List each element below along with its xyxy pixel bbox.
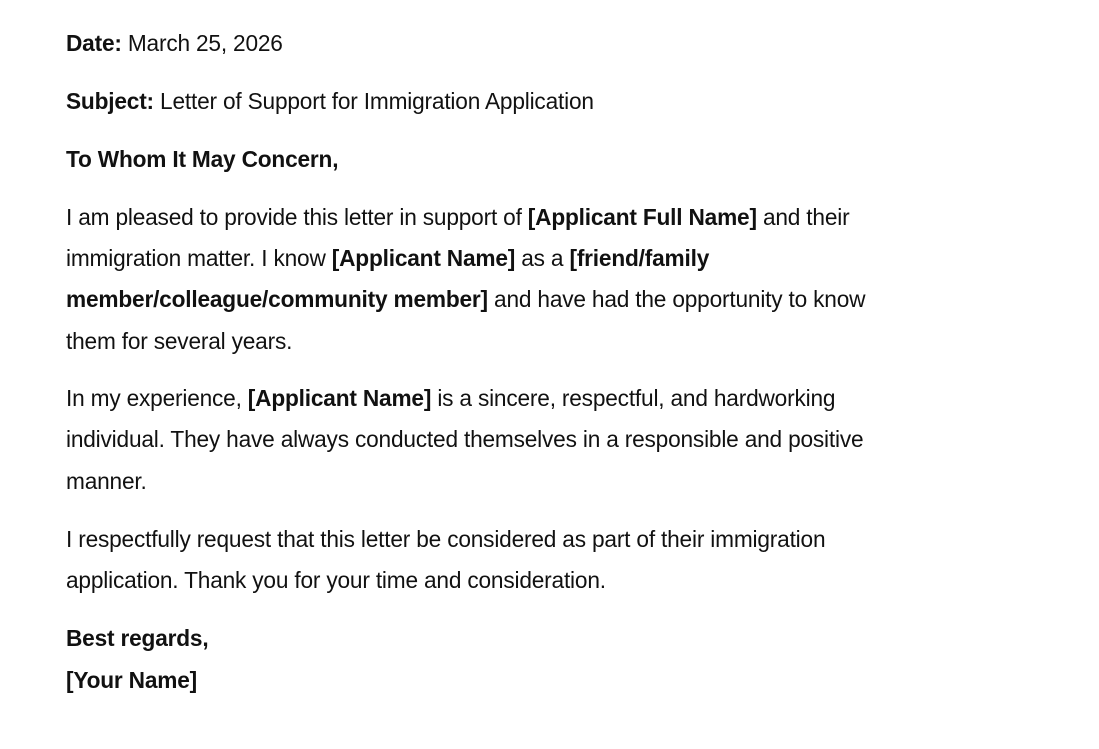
subject-line [66, 88, 594, 115]
text: immigration matter. I know [66, 245, 332, 271]
text: as a [515, 245, 570, 271]
text: individual. They have always conducted themselves in a responsible and positive [66, 426, 864, 452]
date-label: Date: [66, 30, 122, 56]
paragraph-3-line-1 [66, 526, 825, 553]
date-value: March 25, 2026 [121, 30, 283, 56]
date-line [66, 30, 283, 57]
subject-label: Subject: [66, 88, 154, 114]
paragraph-3-line-2 [66, 567, 606, 594]
placeholder-relationship: member/colleague/community member] [66, 286, 488, 312]
salutation [66, 146, 338, 173]
text: and have had the opportunity to know [487, 286, 866, 312]
paragraph-1-line-3 [66, 286, 865, 313]
placeholder-applicant-name: [Applicant Name] [331, 245, 516, 271]
placeholder-applicant-full-name: [Applicant Full Name] [527, 204, 757, 230]
salutation-text: To Whom It May Concern, [66, 146, 339, 172]
text: I respectfully request that this letter be considered as part of their immigration [66, 526, 826, 552]
text: and their [756, 204, 850, 230]
paragraph-2-line-3 [66, 468, 147, 495]
closing [66, 625, 208, 652]
signature [66, 667, 197, 694]
placeholder-applicant-name: [Applicant Name] [247, 385, 432, 411]
paragraph-2-line-1 [66, 385, 835, 412]
text: manner. [66, 468, 147, 494]
text: I am pleased to provide this letter in support of [66, 204, 528, 230]
text: is a sincere, respectful, and hardworking [431, 385, 836, 411]
text: them for several years. [66, 328, 293, 354]
paragraph-1-line-2 [66, 245, 709, 272]
subject-value: Letter of Support for Immigration Application [153, 88, 594, 114]
paragraph-2-line-2 [66, 426, 863, 453]
placeholder-relationship: [friend/family [569, 245, 710, 271]
text: application. Thank you for your time and consideration. [66, 567, 606, 593]
paragraph-1-line-4 [66, 328, 292, 355]
paragraph-1-line-1 [66, 204, 849, 231]
signature-placeholder: [Your Name] [66, 667, 198, 693]
closing-text: Best regards, [66, 625, 209, 651]
text: In my experience, [66, 385, 248, 411]
